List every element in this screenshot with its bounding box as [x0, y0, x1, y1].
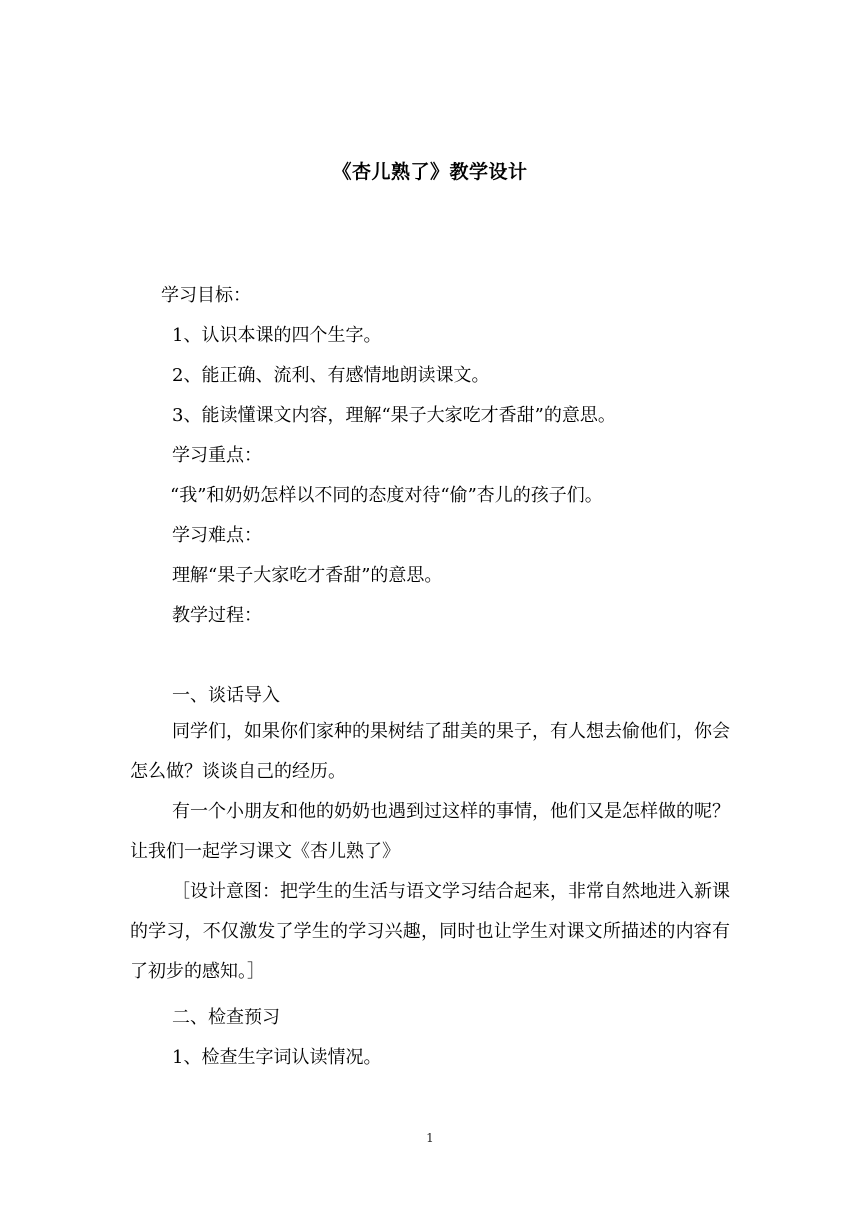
section-2-item-1: 1、检查生字词认读情况。 [172, 1047, 382, 1068]
key-point-heading: 学习重点： [172, 445, 262, 466]
section-1-paragraph-2: 有一个小朋友和他的奶奶也遇到过这样的事情，他们又是怎样做的呢？让我们一起学习课文《杏儿熟了》 [130, 801, 730, 862]
objectives-heading: 学习目标： [161, 285, 251, 306]
process-heading: 教学过程： [172, 605, 262, 626]
key-point-text: “我”和奶奶怎样以不同的态度对待“偷”杏儿的孩子们。 [170, 485, 603, 506]
section-1-heading: 一、谈话导入 [172, 685, 280, 706]
page-number: 1 [426, 1131, 434, 1145]
section-1-paragraph-1: 同学们，如果你们家种的果树结了甜美的果子，有人想去偷他们，你会怎么做？谈谈自己的经历。 [130, 721, 730, 782]
difficulty-text: 理解“果子大家吃才香甜”的意思。 [172, 565, 443, 586]
design-intent-note: ［设计意图：把学生的生活与语文学习结合起来，非常自然地进入新课的学习，不仅激发了学生的学习兴趣，同时也让学生对课文所描述的内容有了初步的感知。］ [130, 881, 730, 982]
objective-item-2: 2、能正确、流利、有感情地朗读课文。 [172, 365, 490, 386]
objective-item-1: 1、认识本课的四个生字。 [172, 325, 382, 346]
objective-item-3: 3、能读懂课文内容，理解“果子大家吃才香甜”的意思。 [172, 405, 616, 426]
difficulty-heading: 学习难点： [172, 525, 262, 546]
section-2-heading: 二、检查预习 [172, 1007, 280, 1028]
document-title: 《杏儿熟了》教学设计 [332, 161, 528, 183]
